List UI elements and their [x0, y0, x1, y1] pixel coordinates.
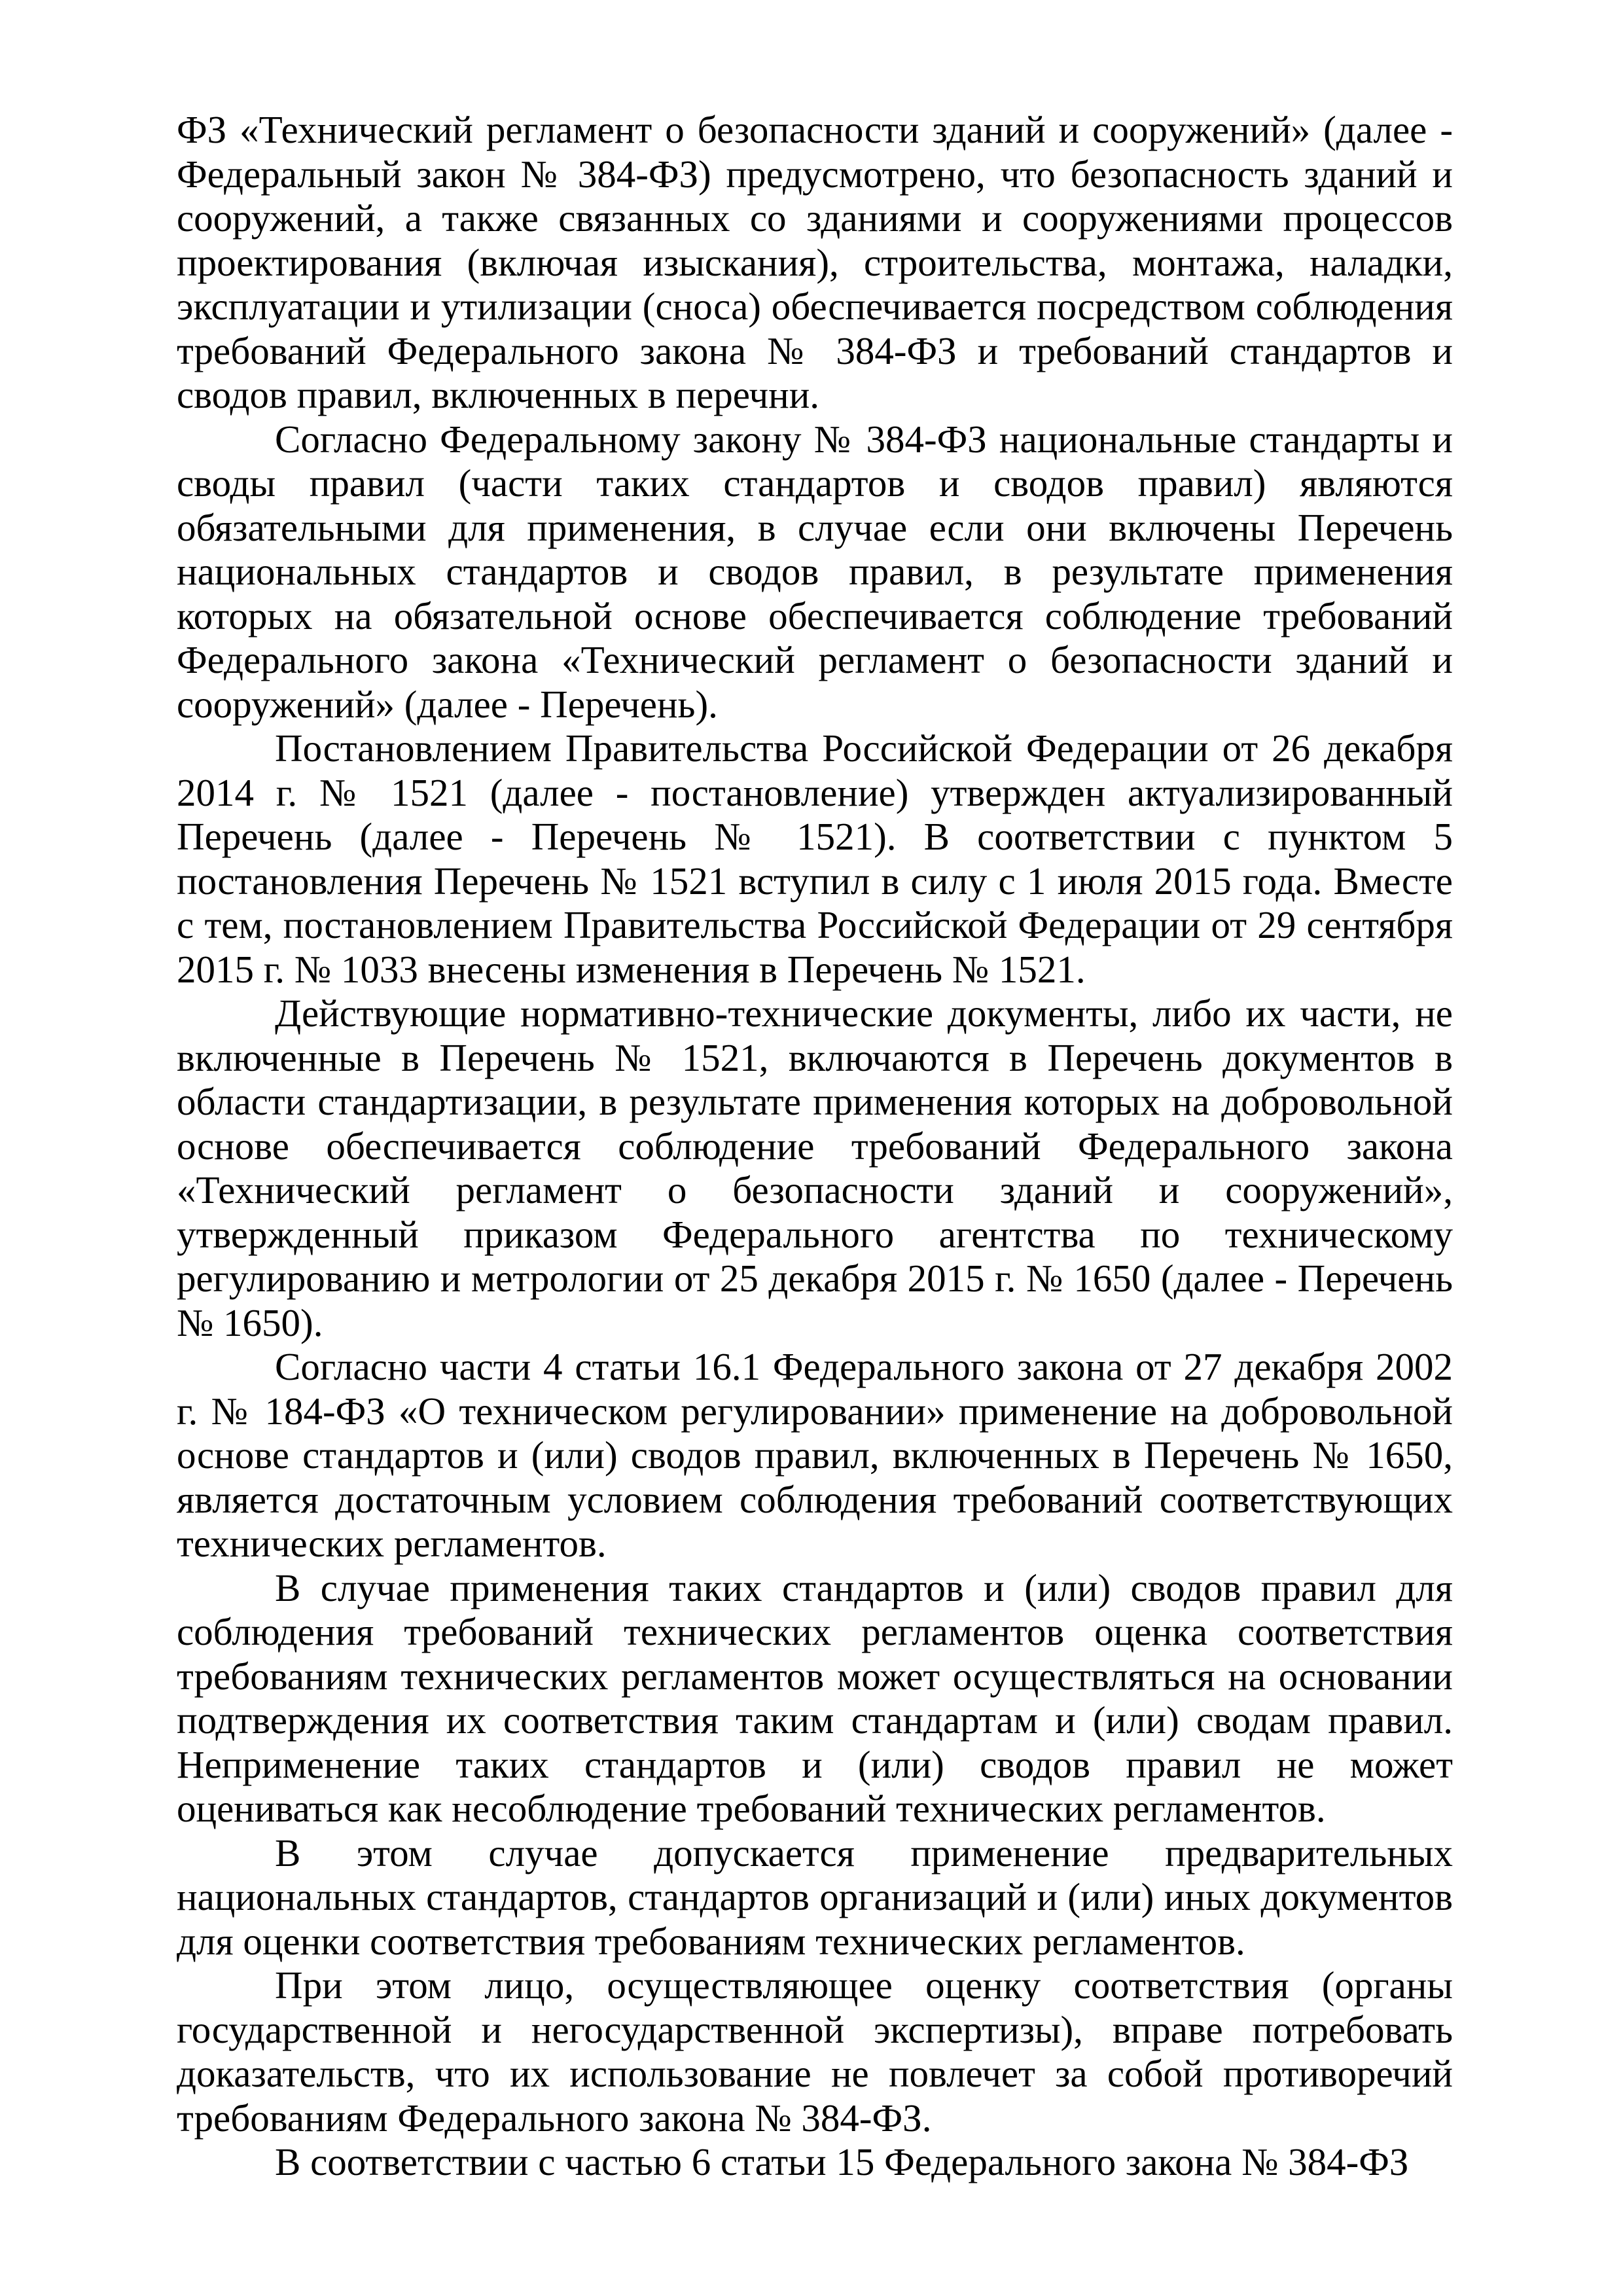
- paragraph-list-1650: Действующие нормативно-технические документы, либо их части, не включенные в Перечень № 1521, включаются в Перечень документов в области стандартизации, в результате применения которых на добровольной основе обеспечивается соблюдение требований Федерального закона «Технический регламент о безопасности зданий и сооружений», утвержденный приказом Федерального агентства по техническому регулированию и метрологии от 25 декабря 2015 г. № 1650 (далее - Перечень № 1650).: [177, 992, 1453, 1344]
- paragraph-voluntary-application: Согласно части 4 статьи 16.1 Федерального закона от 27 декабря 2002 г. № 184-ФЗ «О техническом регулировании» применение на добровольной основе стандартов и (или) сводов правил, включенных в Перечень № 1650, является достаточным условием соблюдения требований соответствующих технических регламентов.: [177, 1345, 1453, 1565]
- paragraph-resolution-1521: Постановлением Правительства Российской Федерации от 26 декабря 2014 г. № 1521 (далее - постановление) утвержден актуализированный Перечень (далее - Перечень № 1521). В соответствии с пунктом 5 постановления Перечень № 1521 вступил в силу с 1 июля 2015 года. Вместе с тем, постановлением Правительства Российской Федерации от 29 сентября 2015 г. № 1033 внесены изменения в Перечень № 1521.: [177, 726, 1453, 991]
- paragraph-conformity-assessment: В случае применения таких стандартов и (или) сводов правил для соблюдения требований технических регламентов оценка соответствия требованиям технических регламентов может осуществляться на основании подтверждения их соответствия таким стандартам и (или) сводам правил. Неприменение таких стандартов и (или) сводов правил не может оцениваться как несоблюдение требований технических регламентов.: [177, 1566, 1453, 1830]
- paragraph-expertise-bodies: При этом лицо, осуществляющее оценку соответствия (органы государственной и негосударственной экспертизы), вправе потребовать доказательств, что их использование не повлечет за собой противоречий требованиям Федерального закона № 384-ФЗ.: [177, 1964, 1453, 2140]
- paragraph-continuation: ФЗ «Технический регламент о безопасности зданий и сооружений» (далее - Федеральный закон № 384-ФЗ) предусмотрено, что безопасность зданий и сооружений, а также связанных со зданиями и сооружениями процессов проектирования (включая изыскания), строительства, монтажа, наладки, эксплуатации и утилизации (сноса) обеспечивается посредством соблюдения требований Федерального закона № 384-ФЗ и требований стандартов и сводов правил, включенных в перечни.: [177, 108, 1453, 416]
- paragraph-preliminary-standards: В этом случае допускается применение предварительных национальных стандартов, стандартов организаций и (или) иных документов для оценки соответствия требованиям технических регламентов.: [177, 1831, 1453, 1963]
- document-page: [177, 108, 1453, 2185]
- paragraph-mandatory-standards: Согласно Федеральному закону № 384-ФЗ национальные стандарты и своды правил (части таких стандартов и сводов правил) являются обязательными для применения, в случае если они включены Перечень национальных стандартов и сводов правил, в результате применения которых на обязательной основе обеспечивается соблюдение требований Федерального закона «Технический регламент о безопасности зданий и сооружений» (далее - Перечень).: [177, 417, 1453, 726]
- paragraph-article-15: В соответствии с частью 6 статьи 15 Федерального закона № 384-ФЗ: [275, 2140, 1409, 2183]
